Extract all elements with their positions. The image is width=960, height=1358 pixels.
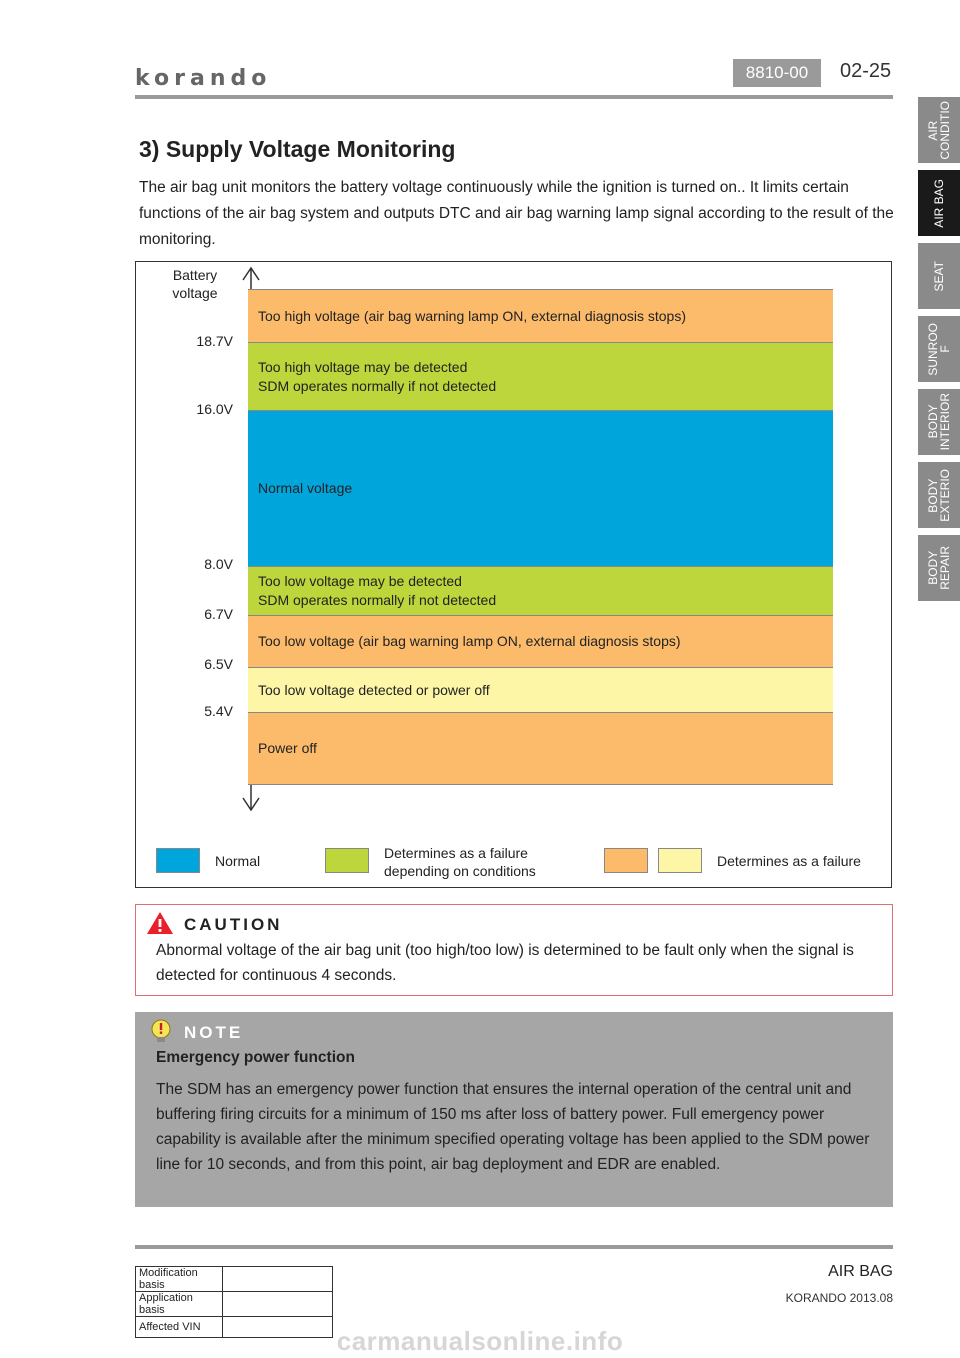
- band-too-low-voltage: [248, 615, 833, 667]
- band-label: Too low voltage may be detected SDM operates normally if not detected: [258, 573, 497, 608]
- side-tab-body-repair[interactable]: [918, 535, 960, 601]
- legend-swatch-failure-yellow: [658, 848, 702, 873]
- legend-label-normal: Normal: [215, 853, 261, 869]
- axis-label: Battery voltage: [172, 267, 218, 301]
- band-label: Too low voltage (air bag warning lamp ON, external diagnosis stops): [258, 633, 681, 649]
- side-tab-label: BODY REPAIR: [926, 546, 952, 590]
- brand-logo: korando: [135, 66, 272, 91]
- side-tab-label: BODY EXTERIO: [926, 468, 952, 522]
- band-label: Too high voltage may be detected SDM operates normally if not detected: [258, 358, 497, 394]
- note-text: The SDM has an emergency power function that ensures the internal operation of the central unit and buffering firing circuits for a minimum of 150 ms after loss of battery power. Full emergency power capability is available after the minimum specified operating voltage has been applied to the SDM power line for 10 seconds, and from this point, air bag deployment and EDR are enabled.: [156, 1081, 870, 1173]
- footer-model: KORANDO 2013.08: [785, 1291, 893, 1305]
- band-label: Too low voltage detected or power off: [258, 681, 490, 698]
- side-tab-label: AIR BAG: [932, 178, 946, 228]
- band-normal-voltage: [248, 410, 833, 566]
- side-tab-label: SUNROO F: [926, 322, 952, 376]
- page-number: 02-25: [840, 60, 892, 82]
- table-row: [136, 1292, 333, 1317]
- side-tab-sunroof[interactable]: [918, 316, 960, 382]
- threshold-8-0v: 8.0V: [204, 556, 233, 572]
- side-tab-air-bag[interactable]: [918, 170, 960, 236]
- threshold-6-7v: 6.7V: [204, 606, 233, 622]
- note-heading: Emergency power function: [156, 1049, 355, 1066]
- section-code-badge: 8810-00: [733, 59, 821, 87]
- section-title: 3) Supply Voltage Monitoring: [139, 136, 456, 162]
- legend-swatch-failure-orange: [604, 848, 648, 873]
- band-too-low-may-be-detected: [248, 566, 833, 615]
- threshold-16-0v: 16.0V: [196, 401, 233, 417]
- watermark[interactable]: carmanualsonline.info: [336, 1326, 624, 1356]
- table-row: [136, 1267, 333, 1292]
- note-label: NOTE: [184, 1023, 244, 1042]
- side-tab-label: BODY INTERIOR: [926, 393, 952, 451]
- table-cell-label: Application basis: [136, 1292, 223, 1317]
- side-tab-body-exterior[interactable]: [918, 462, 960, 528]
- caution-label: CAUTION: [184, 915, 283, 934]
- legend-swatch-normal: [156, 848, 200, 873]
- note-bulb-icon: [148, 1018, 174, 1044]
- warning-triangle-icon: [146, 911, 174, 935]
- threshold-5-4v: 5.4V: [204, 703, 233, 719]
- caution-text: Abnormal voltage of the air bag unit (too high/too low) is determined to be fault only when the signal is detected for continuous 4 seconds.: [156, 942, 854, 984]
- table-cell-value: [223, 1292, 333, 1317]
- table-cell-label: Affected VIN: [136, 1317, 223, 1338]
- intro-paragraph: The air bag unit monitors the battery voltage continuously while the ignition is turned on.. It limits certain functions of the air bag system and outputs DTC and air bag warning lamp signal according to the result of the monitoring.: [139, 179, 894, 248]
- side-tab-body-interior[interactable]: [918, 389, 960, 455]
- legend-swatch-conditional: [325, 848, 369, 873]
- side-tab-seat[interactable]: [918, 243, 960, 309]
- band-power-off: [248, 712, 833, 785]
- side-tab-label: SEAT: [932, 260, 946, 292]
- band-label: Too high voltage (air bag warning lamp ON, external diagnosis stops): [258, 307, 687, 324]
- legend-label-conditional: Determines as a failure depending on conditions: [384, 845, 536, 879]
- table-cell-value: [223, 1267, 333, 1292]
- footer-section-name: AIR BAG: [828, 1263, 893, 1280]
- band-label: Power off: [258, 740, 317, 756]
- side-tab-label: AIR CONDITIO: [926, 100, 952, 160]
- band-too-high-may-be-detected: [248, 342, 833, 410]
- band-too-low-or-power-off: [248, 667, 833, 712]
- side-tab-air-conditioning[interactable]: [918, 97, 960, 163]
- threshold-18-7v: 18.7V: [196, 333, 233, 349]
- band-label: Normal voltage: [258, 480, 353, 496]
- threshold-6-5v: 6.5V: [204, 656, 233, 672]
- header-divider: [135, 95, 893, 99]
- legend-label-failure: Determines as a failure: [717, 853, 861, 869]
- footer-divider: [135, 1245, 893, 1249]
- table-cell-label: Modification basis: [136, 1267, 223, 1292]
- band-too-high-voltage: [248, 289, 833, 342]
